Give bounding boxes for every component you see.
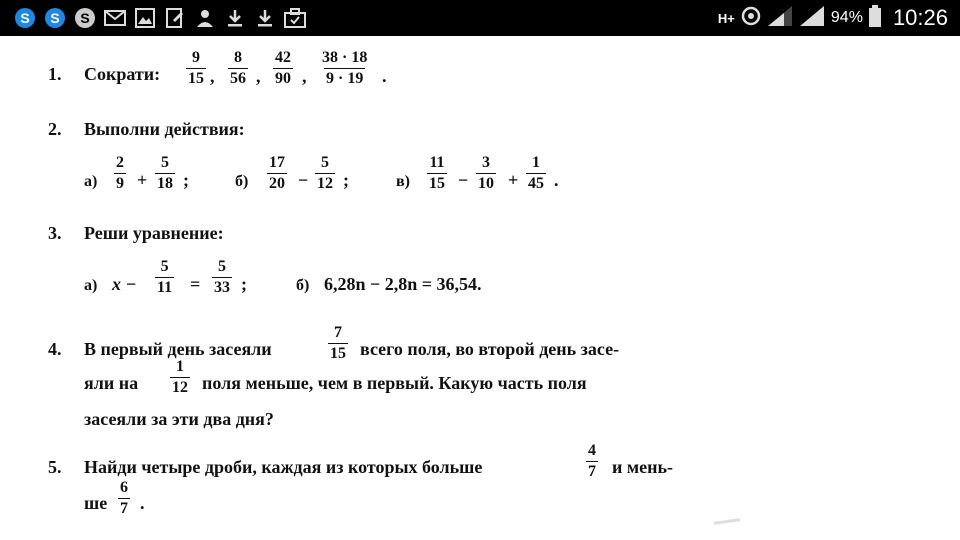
item-label: в) xyxy=(396,173,410,190)
signal-icon xyxy=(799,5,825,32)
operator: − xyxy=(458,170,469,190)
fraction: $\frac{5}{18}$ xyxy=(157,154,173,192)
task-text: Выполни действия: xyxy=(84,119,245,139)
network-type: H+ xyxy=(717,10,735,26)
operator: = xyxy=(190,274,201,294)
comma: , xyxy=(256,66,261,86)
task-number: 5. xyxy=(48,457,62,477)
period: . xyxy=(140,493,145,513)
fraction: $\frac{6}{7}$ xyxy=(120,479,128,517)
fraction: $\frac{5}{12}$ xyxy=(317,154,333,192)
fraction: $\frac{42}{90}$ xyxy=(275,49,291,87)
fraction: $\frac{1}{45}$ xyxy=(528,154,544,192)
contacts-icon xyxy=(190,0,220,36)
vpn-icon xyxy=(741,6,761,31)
fraction: $\frac{9}{15}$ xyxy=(188,49,204,87)
item-label: а) xyxy=(84,173,98,190)
fraction: $\frac{2}{9}$ xyxy=(116,154,124,192)
task-text: В первый день засеяли xyxy=(84,339,272,359)
fraction: $\frac{38 \cdot 18}{9 \cdot 19}$ xyxy=(322,49,368,87)
signal-icon xyxy=(767,5,793,32)
fraction: $\frac{1}{12}$ xyxy=(172,358,188,396)
operator: − xyxy=(298,170,309,190)
period: . xyxy=(382,66,387,86)
task-text: Сократи: xyxy=(84,64,161,84)
clock: 10:26 xyxy=(892,5,948,30)
scan-mark xyxy=(714,518,740,525)
item-label: б) xyxy=(235,173,249,190)
fraction: $\frac{3}{10}$ xyxy=(478,154,494,192)
svg-text:S: S xyxy=(50,10,60,26)
fraction: $\frac{4}{7}$ xyxy=(588,442,596,480)
semicolon: ; xyxy=(183,170,189,190)
semicolon: ; xyxy=(343,170,349,190)
expression: 6,28n − 2,8n = 36,54. xyxy=(324,274,482,294)
s-app-icon xyxy=(10,0,40,36)
svg-text:S: S xyxy=(20,10,30,26)
fraction: $\frac{5}{33}$ xyxy=(214,258,230,296)
task-text: всего поля, во второй день засе- xyxy=(360,339,620,359)
gallery-icon xyxy=(130,0,160,36)
fraction: $\frac{7}{15}$ xyxy=(330,324,346,362)
task-text: засеяли за эти два дня? xyxy=(84,409,274,429)
comma: , xyxy=(302,66,307,86)
task-number: 2. xyxy=(48,119,62,139)
task-text: и мень- xyxy=(612,457,674,477)
task-text: поля меньше, чем в первый. Какую часть поля xyxy=(202,373,587,393)
operator: + xyxy=(508,170,519,190)
document-page xyxy=(0,36,960,540)
task-text: Найди четыре дроби, каждая из которых больше xyxy=(84,457,483,477)
mail-icon xyxy=(100,0,130,36)
fraction: $\frac{5}{11}$ xyxy=(157,258,173,296)
briefcase-icon xyxy=(280,0,310,36)
notification-icons xyxy=(10,0,310,36)
download-icon xyxy=(250,0,280,36)
status-bar xyxy=(0,0,960,36)
item-label: а) xyxy=(84,277,98,294)
semicolon: ; xyxy=(241,274,247,294)
comma: , xyxy=(210,66,215,86)
svg-text:S: S xyxy=(80,10,90,26)
task-text: ше xyxy=(84,493,108,513)
system-indicators xyxy=(718,0,948,36)
fraction: $\frac{8}{56}$ xyxy=(230,49,246,87)
task-number: 4. xyxy=(48,339,62,359)
download-icon xyxy=(220,0,250,36)
fraction: $\frac{17}{20}$ xyxy=(269,154,285,192)
item-label: б) xyxy=(296,277,310,294)
fraction: $\frac{11}{15}$ xyxy=(429,154,445,192)
task-text: яли на xyxy=(84,373,139,393)
task-number: 3. xyxy=(48,223,62,243)
battery-icon xyxy=(869,5,881,32)
skype-icon xyxy=(70,0,100,36)
task-text: Реши уравнение: xyxy=(84,223,224,243)
expression: x − xyxy=(112,274,137,294)
task-number: 1. xyxy=(48,64,62,84)
note-icon xyxy=(160,0,190,36)
period: . xyxy=(554,170,559,190)
operator: + xyxy=(137,170,148,190)
s-app-icon xyxy=(40,0,70,36)
battery-percent: 94% xyxy=(830,9,863,26)
